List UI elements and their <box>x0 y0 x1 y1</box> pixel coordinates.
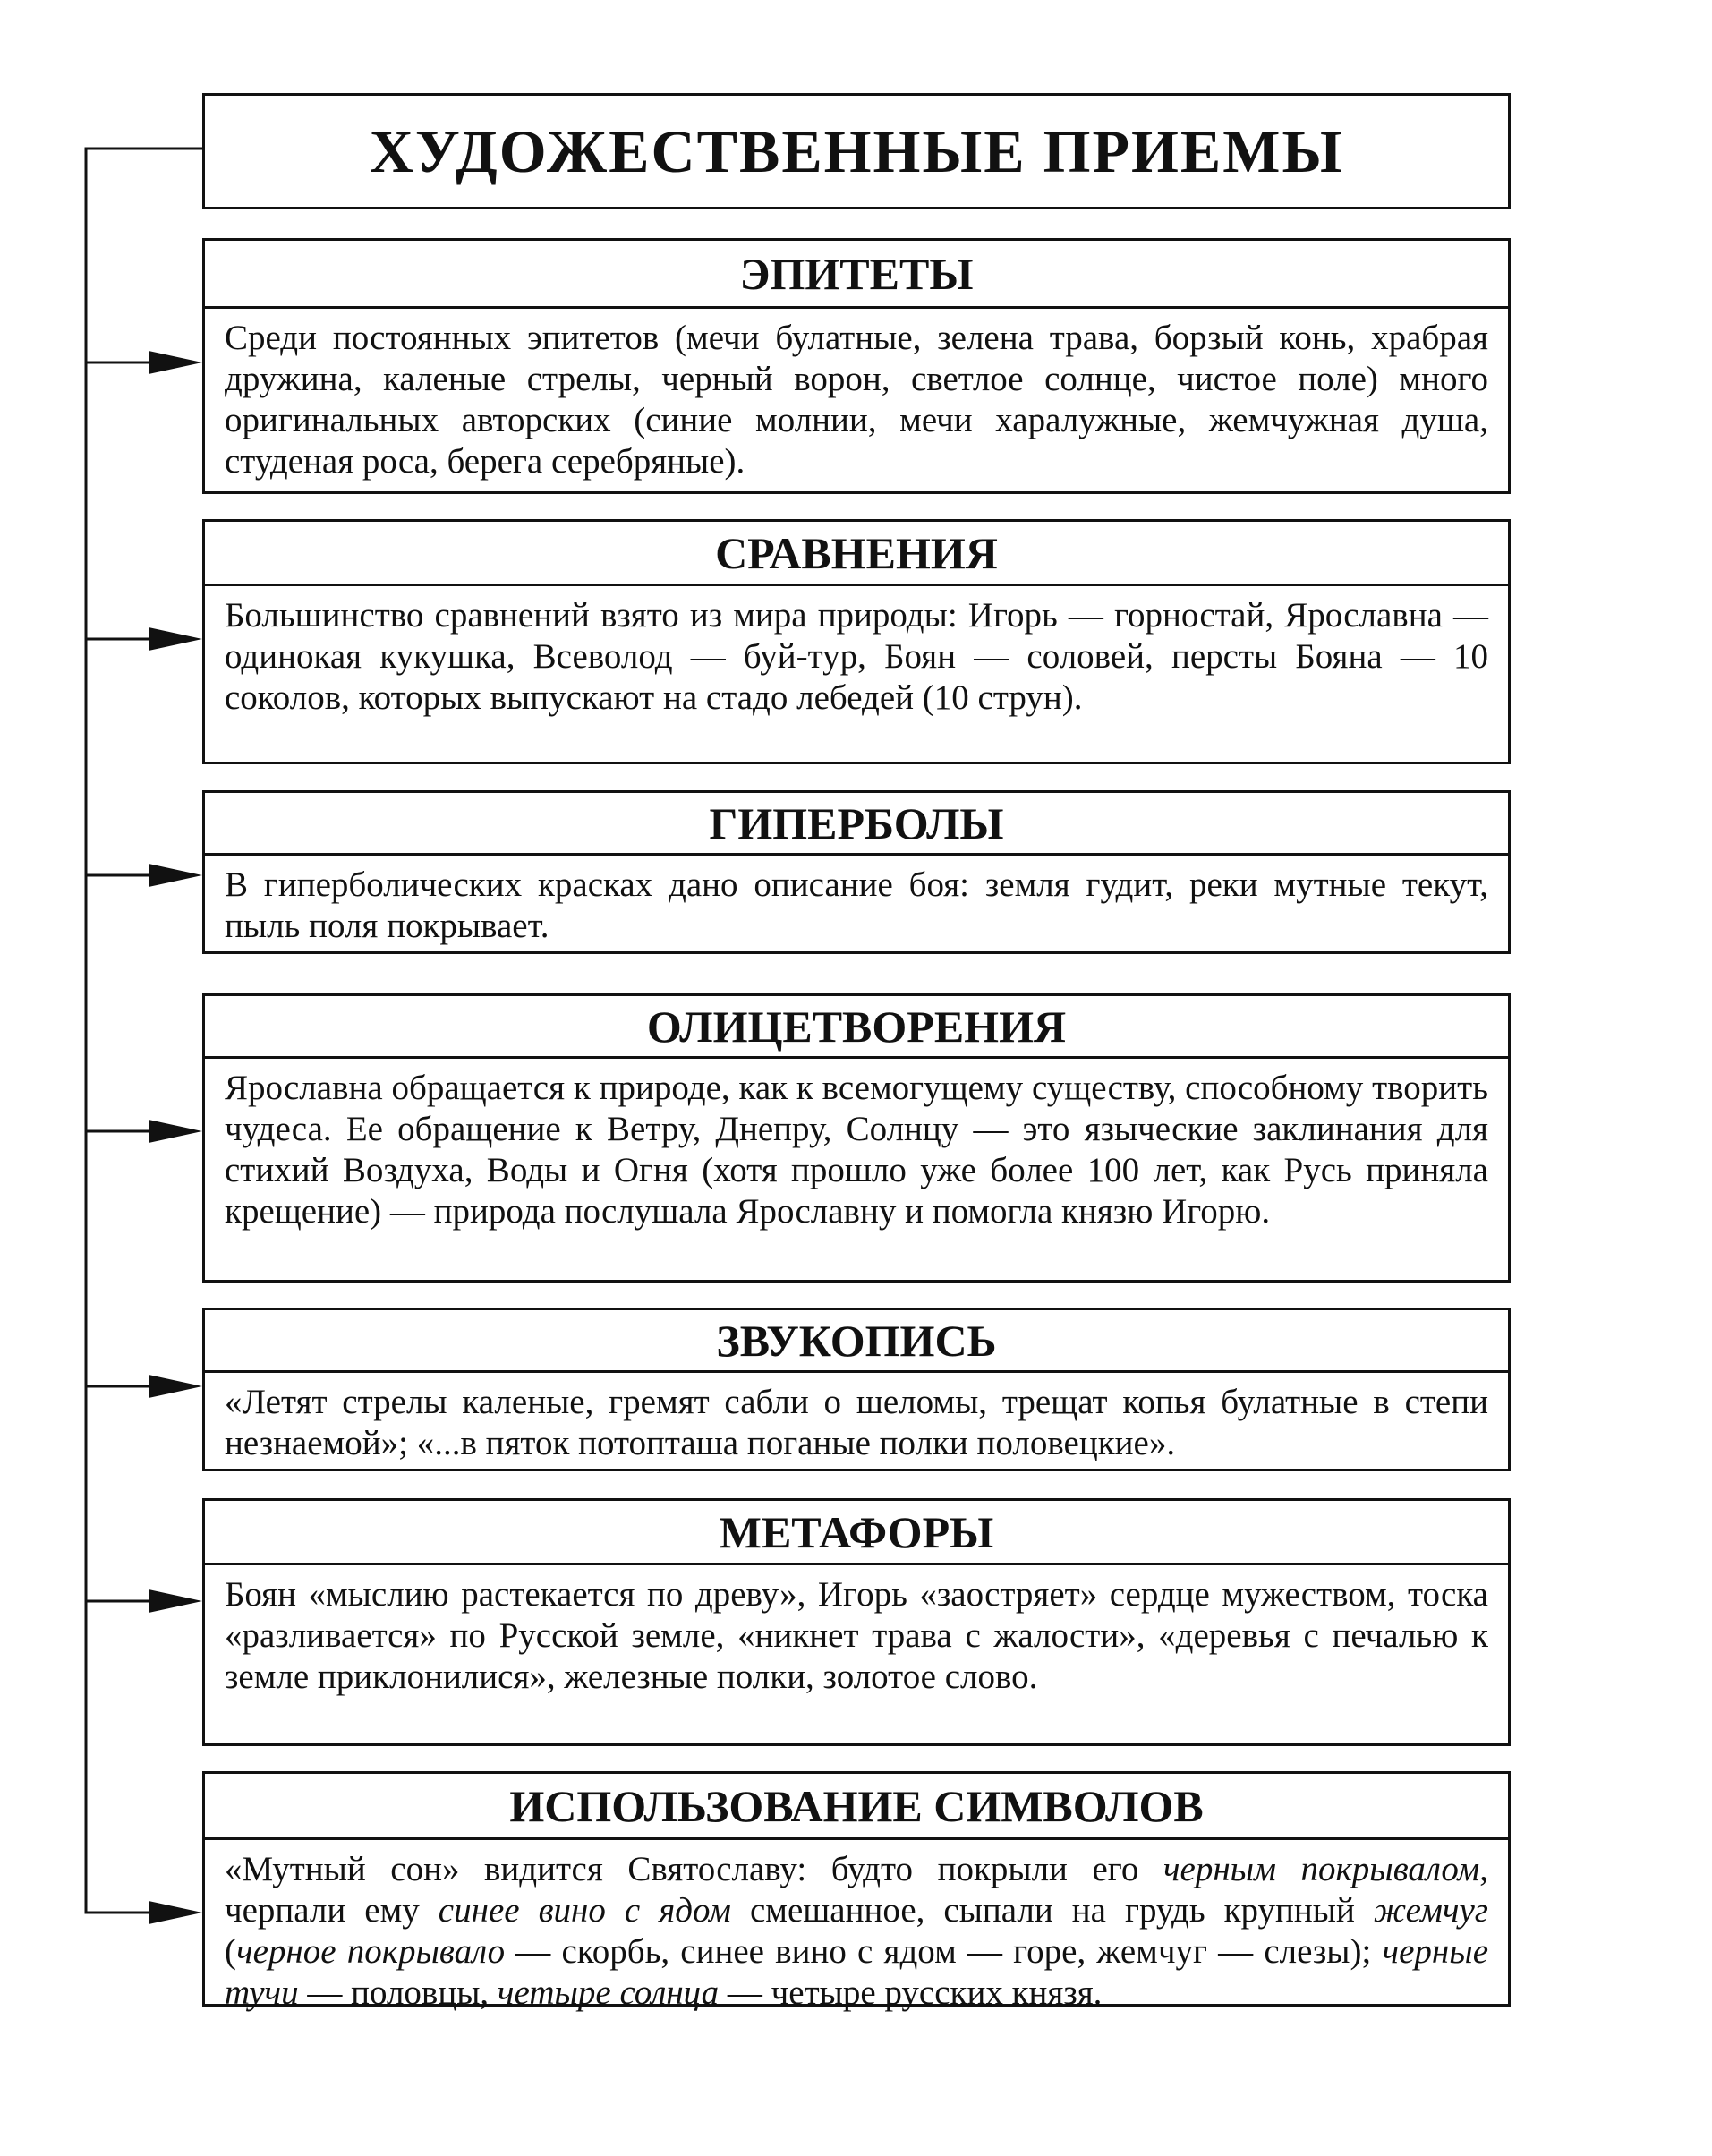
section-text <box>205 1840 1508 2014</box>
arrow-head-icon <box>149 1901 202 1924</box>
text-run: «Летят стрелы каленые, гремят сабли о шеломы, трещат копья булатные в степи незнаемой»; «...в пяток потопташа поганые полки половецкие». <box>225 1383 1488 1462</box>
text-run: Среди постоянных эпитетов (мечи булатные, зелена трава, борзый конь, храбрая дружина, каленые стрелы, черный ворон, светлое солнце, чистое поле) много оригинальных авторских (синие молнии, мечи харалужные, жемчужная душа, студеная роса, берега серебряные). <box>225 319 1488 481</box>
section-text <box>205 856 1508 947</box>
section-text <box>205 1059 1508 1232</box>
text-run: «Мутный сон» видится Святославу: будто покрыли его <box>225 1850 1163 1888</box>
text-run: — скорбь, синее вино с ядом — горе, жемчуг — слезы); <box>505 1932 1383 1971</box>
text-run: Боян «мыслию растекается по древу», Игорь «заостряет» сердце мужеством, тоска «разливается» по Русской земле, «никнет трава с жалости», «деревья с печалью к земле приклонилися», железные полки, золотое слово. <box>225 1575 1488 1696</box>
section-heading: МЕТАФОРЫ <box>205 1501 1508 1565</box>
section-text <box>205 309 1508 482</box>
arrow-head-icon <box>149 1120 202 1143</box>
section-text <box>205 1373 1508 1464</box>
section-heading: ГИПЕРБОЛЫ <box>205 793 1508 856</box>
section-heading: ЭПИТЕТЫ <box>205 241 1508 309</box>
italic-symbol-text: черное покрывало <box>236 1932 506 1971</box>
section-box <box>202 1771 1511 2012</box>
italic-symbol-text: черные тучи <box>225 1932 1489 2012</box>
arrow-head-icon <box>149 351 202 374</box>
page-title: ХУДОЖЕСТВЕННЫЕ ПРИЕМЫ <box>369 116 1344 185</box>
section-box <box>202 1498 1511 1746</box>
section-box <box>202 993 1511 1283</box>
text-run: В гиперболических красках дано описание боя: земля гудит, реки мутные текут, пыль поля покрывает. <box>225 865 1488 945</box>
arrow-head-icon <box>149 1589 202 1613</box>
section-text <box>205 1565 1508 1698</box>
section-box <box>202 1308 1511 1471</box>
arrow-head-icon <box>149 1375 202 1398</box>
text-run: , черпали ему <box>225 1850 1488 1930</box>
section-heading: ОЛИЦЕТВОРЕНИЯ <box>205 996 1508 1059</box>
italic-symbol-text: жемчуг <box>1373 1891 1488 1930</box>
text-run: Большинство сравнений взято из мира природы: Игорь — горностай, Ярославна — одинокая кукушка, Всеволод — буй-тур, Боян — соловей, персты Бояна — 10 соколов, которых выпускают на стадо лебедей (10 струн). <box>225 596 1488 717</box>
text-run: — четыре русских князя. <box>719 1973 1103 2012</box>
text-run: ( <box>225 1932 236 1971</box>
text-run: — половцы, <box>298 1973 498 2012</box>
section-box <box>202 519 1511 764</box>
title-box <box>202 93 1511 209</box>
section-box <box>202 790 1511 954</box>
section-text <box>205 586 1508 719</box>
text-run: смешанное, сыпали на грудь крупный <box>730 1891 1374 1930</box>
connector-trunk <box>86 149 202 1913</box>
section-box <box>202 238 1511 494</box>
italic-symbol-text: четыре солнца <box>497 1973 720 2012</box>
section-heading: СРАВНЕНИЯ <box>205 522 1508 586</box>
arrow-head-icon <box>149 864 202 887</box>
text-run: Ярославна обращается к природе, как к всемогущему существу, способному творить чудеса. Ее обращение к Ветру, Днепру, Солнцу — это языческие заклинания для стихий Воздуха, Воды и Огня (хотя прошло уже более 100 лет, как Русь приняла крещение) — природа послушала Ярославну и помогла князю Игорю. <box>225 1069 1488 1231</box>
italic-symbol-text: синее вино с ядом <box>438 1891 731 1930</box>
arrow-head-icon <box>149 627 202 651</box>
italic-symbol-text: черным покрывалом <box>1163 1850 1480 1888</box>
section-heading: ИСПОЛЬЗОВАНИЕ СИМВОЛОВ <box>205 1774 1508 1840</box>
section-heading: ЗВУКОПИСЬ <box>205 1310 1508 1373</box>
